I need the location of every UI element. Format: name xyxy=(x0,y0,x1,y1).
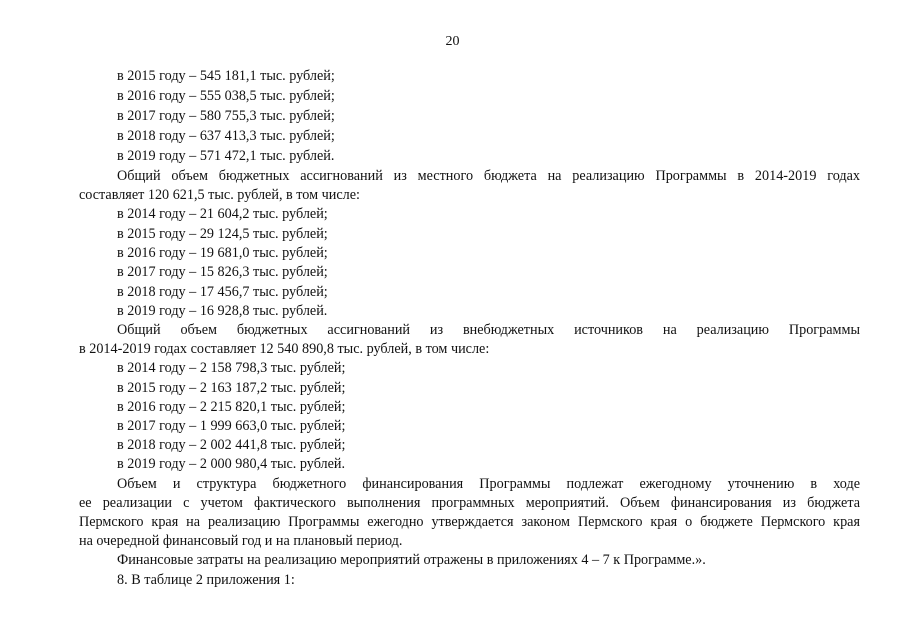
paragraph-line: ее реализации с учетом фактического выполнения программных мероприятий. Объем финансирования из бюджета xyxy=(79,495,860,511)
text-line: в 2019 году – 571 472,1 тыс. рублей. xyxy=(117,148,335,164)
text-line: в 2017 году – 580 755,3 тыс. рублей; xyxy=(117,108,335,124)
paragraph-line: 8. В таблице 2 приложения 1: xyxy=(117,572,295,588)
text-line: в 2014 году – 21 604,2 тыс. рублей; xyxy=(117,206,328,222)
text-line: в 2017 году – 1 999 663,0 тыс. рублей; xyxy=(117,418,346,434)
paragraph-line: Пермского края на реализацию Программы ежегодно утверждается законом Пермского края о бюджете Пермского края xyxy=(79,514,860,530)
text-line: в 2018 году – 637 413,3 тыс. рублей; xyxy=(117,128,335,144)
paragraph-line: Общий объем бюджетных ассигнований из местного бюджета на реализацию Программы в 2014-2019 годах xyxy=(117,168,860,184)
text-line: в 2019 году – 16 928,8 тыс. рублей. xyxy=(117,303,328,319)
text-line: в 2016 году – 2 215 820,1 тыс. рублей; xyxy=(117,399,346,415)
page-number: 20 xyxy=(445,34,460,49)
text-line: в 2016 году – 19 681,0 тыс. рублей; xyxy=(117,245,328,261)
text-line: в 2015 году – 29 124,5 тыс. рублей; xyxy=(117,226,328,242)
text-line: в 2017 году – 15 826,3 тыс. рублей; xyxy=(117,264,328,280)
text-line: в 2015 году – 545 181,1 тыс. рублей; xyxy=(117,68,335,84)
text-line: в 2018 году – 17 456,7 тыс. рублей; xyxy=(117,284,328,300)
paragraph-line: на очередной финансовый год и на плановый период. xyxy=(79,533,403,549)
paragraph-line: составляет 120 621,5 тыс. рублей, в том числе: xyxy=(79,187,360,203)
text-line: в 2018 году – 2 002 441,8 тыс. рублей; xyxy=(117,437,346,453)
text-line: в 2014 году – 2 158 798,3 тыс. рублей; xyxy=(117,360,346,376)
text-line: в 2015 году – 2 163 187,2 тыс. рублей; xyxy=(117,380,346,396)
text-line: в 2016 году – 555 038,5 тыс. рублей; xyxy=(117,88,335,104)
text-line: в 2019 году – 2 000 980,4 тыс. рублей. xyxy=(117,456,346,472)
paragraph-line: Общий объем бюджетных ассигнований из внебюджетных источников на реализацию Программы xyxy=(117,322,860,338)
paragraph-line: Финансовые затраты на реализацию мероприятий отражены в приложениях 4 – 7 к Программе.». xyxy=(117,552,706,568)
paragraph-line: Объем и структура бюджетного финансирования Программы подлежат ежегодному уточнению в ходе xyxy=(117,476,860,492)
paragraph-line: в 2014-2019 годах составляет 12 540 890,8 тыс. рублей, в том числе: xyxy=(79,341,490,357)
